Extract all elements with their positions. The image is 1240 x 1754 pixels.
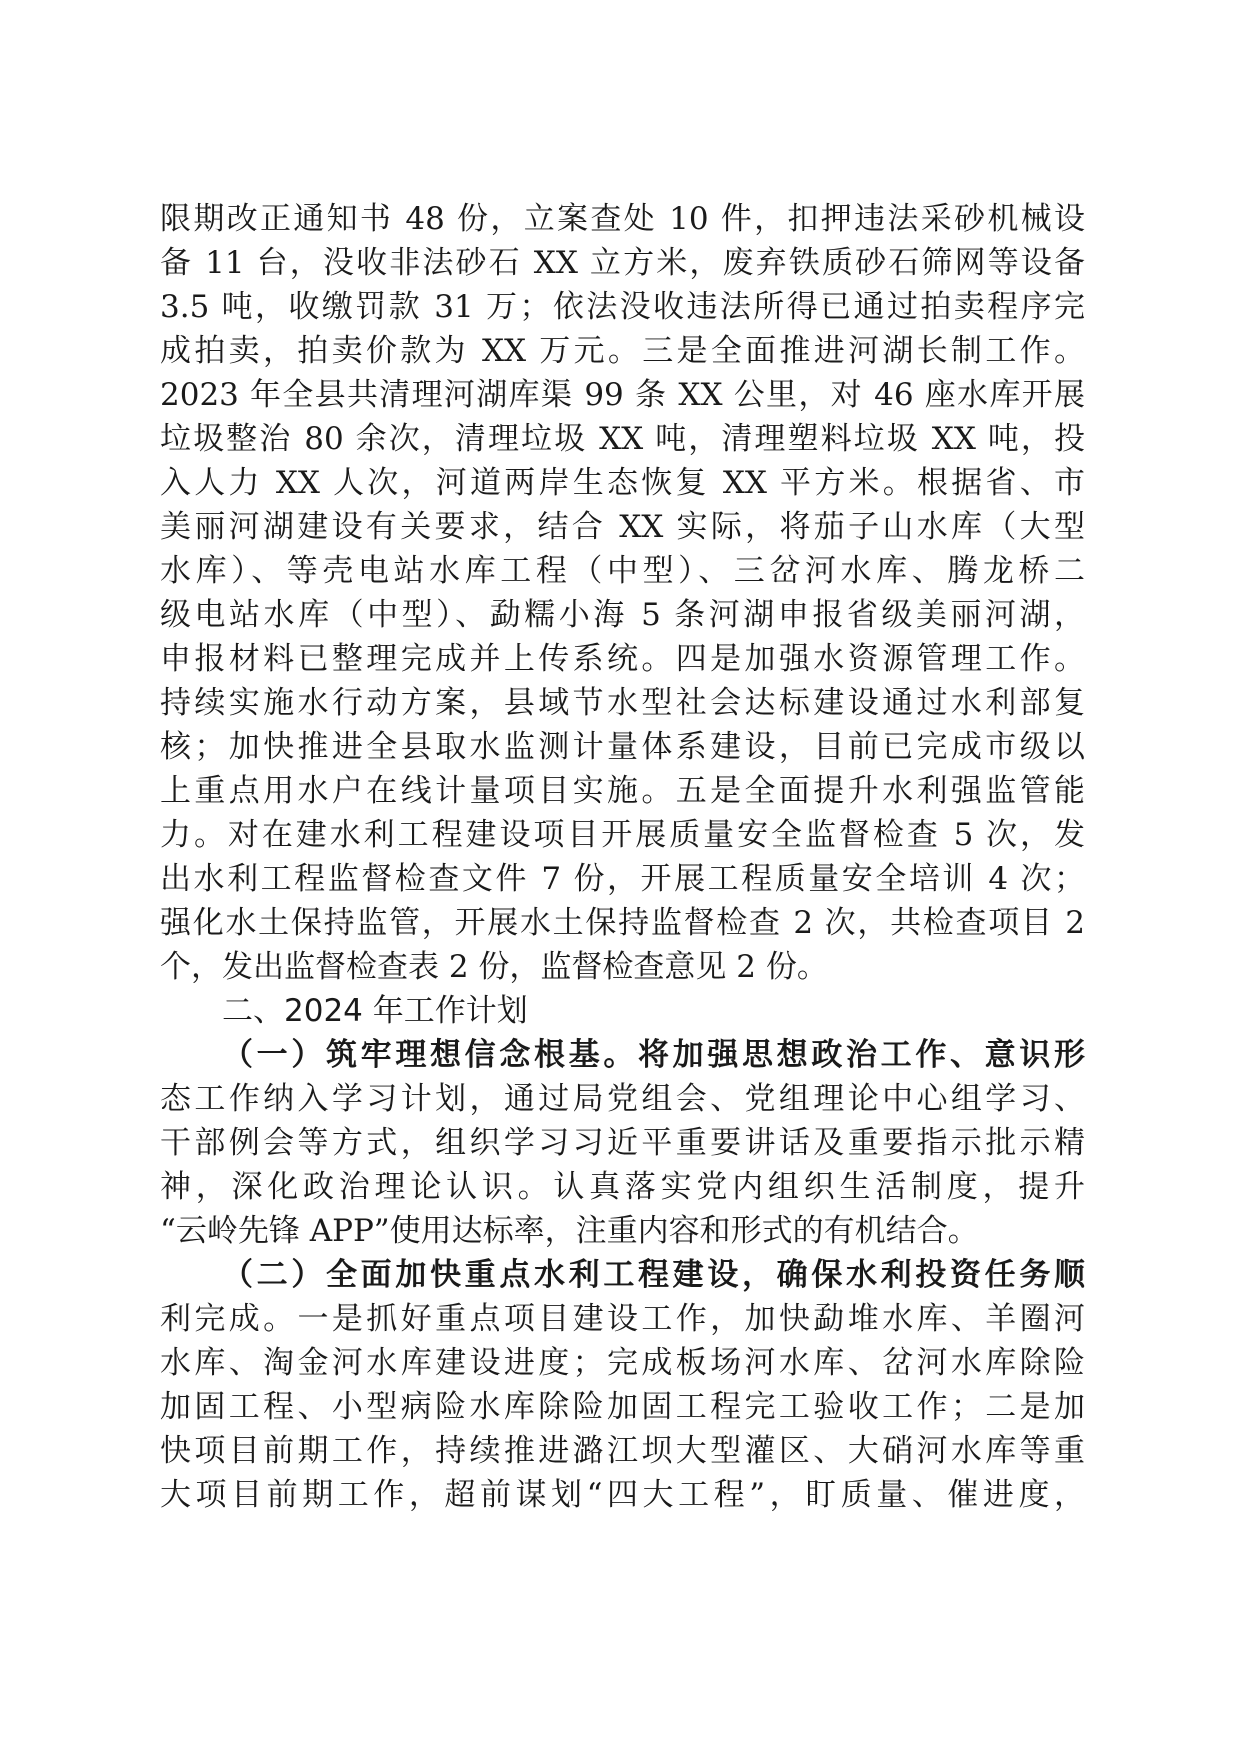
document-body: [160, 197, 1085, 1517]
text-line: 快项目前期工作，持续推进潞江坝大型灌区、大硝河水库等重: [160, 1433, 1085, 1469]
subsection-heading-line: （二）全面加快重点水利工程建设，确保水利投资任务顺: [222, 1257, 1085, 1293]
text-line: 2023 年全县共清理河湖库渠 99 条 XX 公里，对 46 座水库开展: [160, 377, 1085, 413]
text-line: 成拍卖，拍卖价款为 XX 万元。三是全面推进河湖长制工作。: [160, 333, 1085, 369]
text-line: 干部例会等方式，组织学习习近平重要讲话及重要指示批示精: [160, 1125, 1085, 1161]
text-line: “云岭先锋 APP”使用达标率，注重内容和形式的有机结合。: [160, 1213, 979, 1249]
text-line: 水库）、等壳电站水库工程（中型）、三岔河水库、腾龙桥二: [160, 553, 1085, 589]
text-line: 加固工程、小型病险水库除险加固工程完工验收工作；二是加: [160, 1389, 1085, 1425]
text-line: 申报材料已整理完成并上传系统。四是加强水资源管理工作。: [160, 641, 1085, 677]
text-line: 限期改正通知书 48 份，立案查处 10 件，扣押违法采砂机械设: [160, 201, 1085, 237]
text-line: 力。对在建水利工程建设项目开展质量安全监督检查 5 次，发: [160, 817, 1085, 853]
text-line: 垃圾整治 80 余次，清理垃圾 XX 吨，清理塑料垃圾 XX 吨，投: [160, 421, 1085, 457]
text-line: 持续实施水行动方案，县域节水型社会达标建设通过水利部复: [160, 685, 1085, 721]
section-heading: 二、2024 年工作计划: [222, 993, 528, 1029]
text-line: 上重点用水户在线计量项目实施。五是全面提升水利强监管能: [160, 773, 1085, 809]
text-line: 态工作纳入学习计划，通过局党组会、党组理论中心组学习、: [160, 1081, 1085, 1117]
text-line: 大项目前期工作，超前谋划“四大工程”，盯质量、催进度，: [160, 1477, 1085, 1513]
text-line: 神，深化政治理论认识。认真落实党内组织生活制度，提升: [160, 1169, 1085, 1205]
text-line: 备 11 台，没收非法砂石 XX 立方米，废弃铁质砂石筛网等设备: [160, 245, 1085, 281]
text-line: 级电站水库（中型）、勐糯小海 5 条河湖申报省级美丽河湖，: [160, 597, 1085, 633]
text-line: 入人力 XX 人次，河道两岸生态恢复 XX 平方米。根据省、市: [160, 465, 1085, 501]
text-line: 水库、淘金河水库建设进度；完成板场河水库、岔河水库除险: [160, 1345, 1085, 1381]
text-line: 强化水土保持监管，开展水土保持监督检查 2 次，共检查项目 2: [160, 905, 1085, 941]
text-line: 出水利工程监督检查文件 7 份，开展工程质量安全培训 4 次；: [160, 861, 1085, 897]
text-line: 个，发出监督检查表 2 份，监督检查意见 2 份。: [160, 949, 828, 985]
text-line: 核；加快推进全县取水监测计量体系建设，目前已完成市级以: [160, 729, 1085, 765]
text-line: 利完成。一是抓好重点项目建设工作，加快勐堆水库、羊圈河: [160, 1301, 1085, 1337]
text-line: 美丽河湖建设有关要求，结合 XX 实际，将茄子山水库（大型: [160, 509, 1085, 545]
text-line: 3.5 吨，收缴罚款 31 万；依法没收违法所得已通过拍卖程序完: [160, 289, 1085, 325]
subsection-heading-line: （一）筑牢理想信念根基。将加强思想政治工作、意识形: [222, 1037, 1085, 1073]
